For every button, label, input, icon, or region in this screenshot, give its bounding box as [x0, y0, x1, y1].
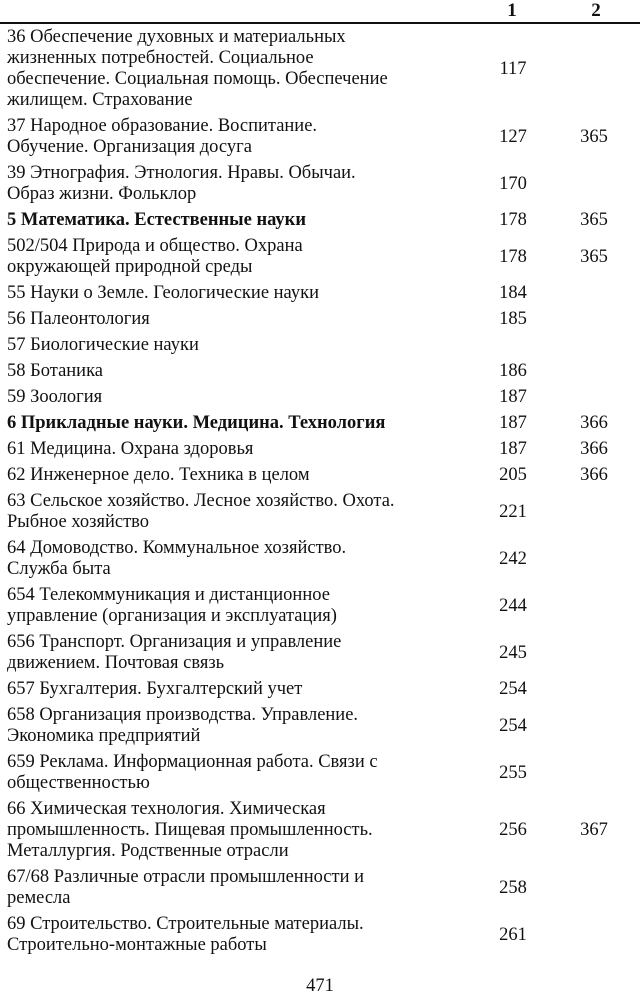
row-title-line: 657 Бухгалтерия. Бухгалтерский учет [7, 679, 303, 699]
row-title-line: окружающей природной среды [7, 257, 253, 277]
page-col-1: 244 [499, 595, 527, 616]
row-title [0, 752, 477, 794]
row-title-line: 61 Медицина. Охрана здоровья [7, 439, 254, 459]
row-title-line: обеспечение. Социальная помощь. Обеспечение [7, 69, 388, 89]
row-title-line: 658 Организация производства. Управление. [7, 705, 359, 725]
row-title-line: 656 Транспорт. Организация и управление [7, 632, 342, 652]
table-row [0, 281, 640, 307]
row-title-line: 64 Домоводство. Коммунальное хозяйство. [7, 538, 347, 558]
table-row [0, 385, 640, 411]
row-title [0, 309, 477, 330]
row-title [0, 210, 477, 231]
row-title-line: промышленность. Пищевая промышленность. [7, 820, 373, 840]
row-title-line: 39 Этнография. Этнология. Нравы. Обычаи. [7, 163, 356, 183]
row-title-line: Рыбное хозяйство [7, 512, 150, 532]
table-row [0, 797, 640, 865]
page-col-1: 178 [499, 246, 527, 267]
row-title [0, 914, 477, 956]
row-title [0, 705, 477, 747]
row-title-line: 56 Палеонтология [7, 309, 150, 329]
table-row [0, 703, 640, 750]
table-row [0, 333, 640, 359]
row-title [0, 236, 477, 278]
row-title [0, 465, 477, 486]
page-col-1: 256 [499, 820, 527, 840]
page-col-1: 187 [499, 413, 527, 433]
page-col-1: 255 [499, 762, 527, 783]
row-title [0, 27, 477, 111]
row-title-line: ремесла [7, 888, 71, 908]
row-title [0, 538, 477, 580]
table-row [0, 25, 640, 114]
table-row [0, 677, 640, 703]
row-title-line: Строительно-монтажные работы [7, 935, 267, 955]
row-title-line: 502/504 Природа и общество. Охрана [7, 236, 303, 256]
row-title-line: управление (организация и эксплуатация) [7, 606, 337, 626]
page-number: 471 [306, 976, 334, 996]
page-col-2: 365 [580, 246, 608, 267]
table-header [0, 0, 640, 24]
page-col-1: 254 [499, 679, 527, 699]
table-row [0, 865, 640, 912]
row-title [0, 867, 477, 909]
page-col-1: 261 [499, 924, 527, 945]
row-title-line: 59 Зоология [7, 387, 103, 407]
page-col-1: 184 [499, 283, 527, 303]
row-title-line: общественностью [7, 773, 150, 793]
table-row [0, 489, 640, 536]
page-col-1: 186 [499, 361, 527, 381]
row-title [0, 116, 477, 158]
row-title-line: 55 Науки о Земле. Геологические науки [7, 283, 319, 303]
page-col-2: 365 [580, 210, 608, 230]
table-row [0, 536, 640, 583]
row-title [0, 283, 477, 304]
row-title-line: 5 Математика. Естественные науки [7, 210, 306, 230]
page-col-1: 187 [499, 387, 527, 407]
row-title-line: 62 Инженерное дело. Техника в целом [7, 465, 310, 485]
row-title-line: 69 Строительство. Строительные материалы. [7, 914, 364, 934]
row-title-line: жилищем. Страхование [7, 90, 193, 110]
row-title [0, 163, 477, 205]
page-col-1: 117 [499, 58, 527, 79]
table-row [0, 234, 640, 281]
section-heading-row [0, 208, 640, 234]
table-row [0, 583, 640, 630]
row-title-line: 63 Сельское хозяйство. Лесное хозяйство. Охота. [7, 491, 395, 511]
row-title [0, 491, 477, 533]
row-title-line: Обучение. Организация досуга [7, 137, 252, 157]
page-col-2: 366 [580, 439, 608, 459]
row-title [0, 361, 477, 382]
row-title-line: Образ жизни. Фольклор [7, 184, 197, 204]
table-row [0, 114, 640, 161]
row-title [0, 335, 477, 356]
row-title [0, 413, 477, 434]
page-col-2: 365 [580, 126, 608, 147]
page-col-1: 127 [499, 126, 527, 147]
page-col-1: 205 [499, 465, 527, 485]
row-title [0, 679, 477, 700]
page-col-2: 366 [580, 413, 608, 433]
row-title-line: 659 Реклама. Информационная работа. Связи с [7, 752, 378, 772]
page-col-1: 185 [499, 309, 527, 329]
row-title-line: 6 Прикладные науки. Медицина. Технология [7, 413, 386, 433]
page-col-1: 187 [499, 439, 527, 459]
column-header-2: 2 [591, 0, 601, 21]
page-col-1: 221 [499, 501, 527, 522]
row-title-line: 654 Телекоммуникация и дистанционное [7, 585, 330, 605]
page-col-1: 178 [499, 210, 527, 230]
row-title-line: движением. Почтовая связь [7, 653, 225, 673]
section-heading-row [0, 411, 640, 437]
table-row [0, 750, 640, 797]
table-row [0, 630, 640, 677]
page-col-2: 367 [580, 820, 608, 840]
row-title-line: 36 Обеспечение духовных и материальных [7, 27, 346, 47]
table-row [0, 463, 640, 489]
row-title-line: Металлургия. Родственные отрасли [7, 841, 289, 861]
page-col-1: 170 [499, 173, 527, 194]
row-title [0, 387, 477, 408]
page-col-1: 254 [499, 715, 527, 736]
row-title-line: 57 Биологические науки [7, 335, 199, 355]
table-row [0, 359, 640, 385]
page-col-2: 366 [580, 465, 608, 485]
row-title [0, 799, 477, 862]
table-row [0, 912, 640, 959]
row-title-line: Экономика предприятий [7, 726, 201, 746]
index-table [0, 25, 640, 959]
row-title-line: 67/68 Различные отрасли промышленности и [7, 867, 365, 887]
table-row [0, 161, 640, 208]
table-row [0, 307, 640, 333]
row-title [0, 585, 477, 627]
row-title-line: 58 Ботаника [7, 361, 103, 381]
table-row [0, 437, 640, 463]
row-title-line: жизненных потребностей. Социальное [7, 48, 314, 68]
row-title [0, 439, 477, 460]
row-title [0, 632, 477, 674]
page-col-1: 258 [499, 877, 527, 898]
page-col-1: 245 [499, 642, 527, 663]
row-title-line: 37 Народное образование. Воспитание. [7, 116, 318, 136]
row-title-line: Служба быта [7, 559, 111, 579]
column-header-1: 1 [507, 0, 517, 21]
row-title-line: 66 Химическая технология. Химическая [7, 799, 326, 819]
page-col-1: 242 [499, 548, 527, 569]
